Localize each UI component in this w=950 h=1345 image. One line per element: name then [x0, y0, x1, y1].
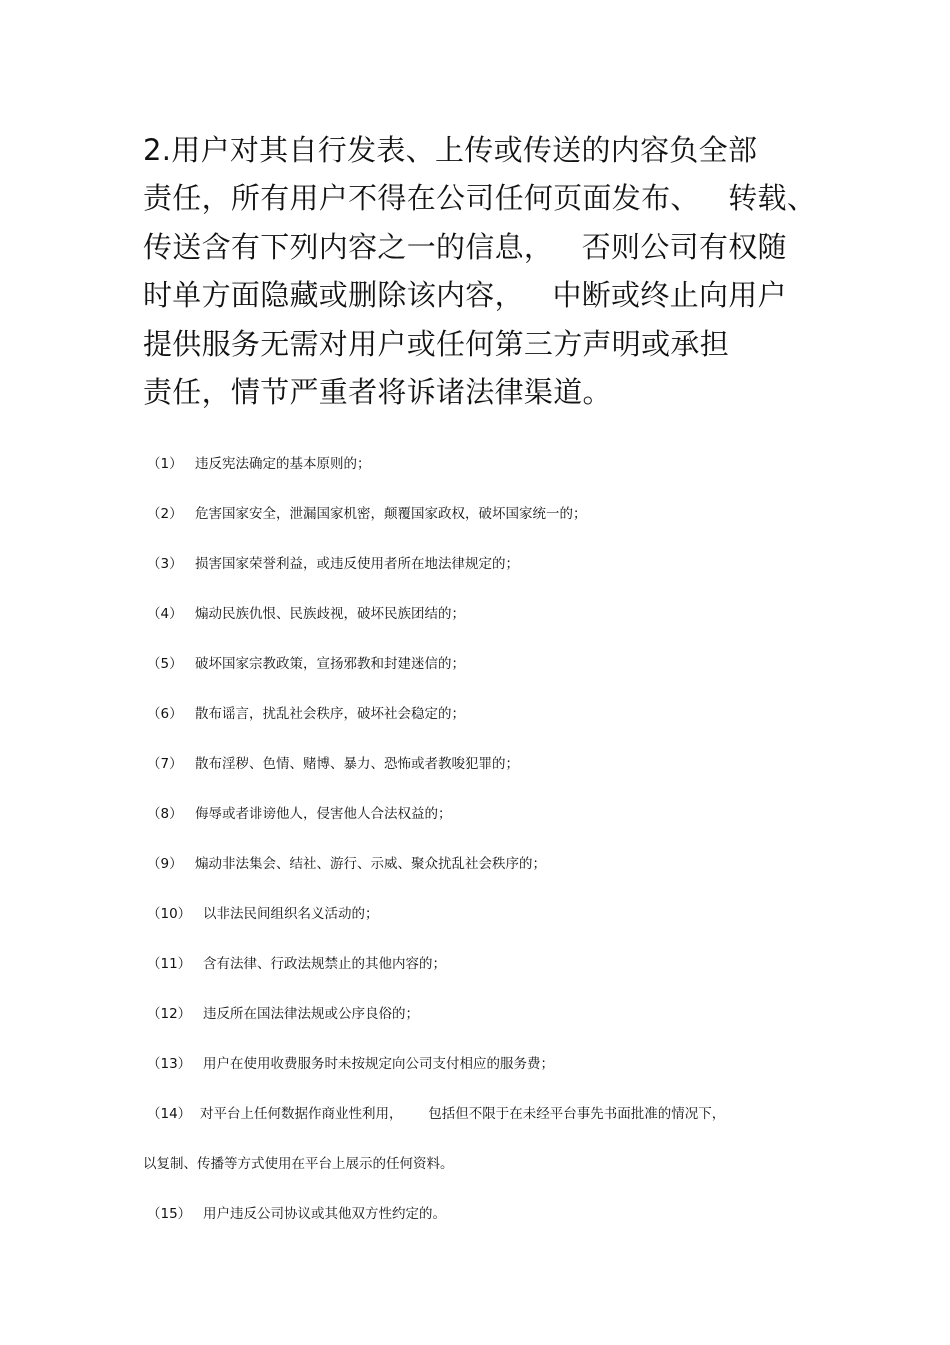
list-item: [147, 1002, 867, 1027]
item-number: （1）: [147, 456, 183, 472]
item-text: 用户违反公司协议或其他双方性约定的。: [203, 1206, 446, 1222]
item-text: 含有法律、行政法规禁止的其他内容的；: [203, 956, 446, 972]
item-text: 危害国家安全，泄漏国家机密，颠覆国家政权，破坏国家统一的；: [195, 506, 587, 522]
heading-line: 责任，所有用户不得在公司任何页面发布、 转载、: [143, 181, 817, 216]
item-text: 侮辱或者诽谤他人，侵害他人合法权益的；: [195, 806, 452, 822]
item-text: 违反宪法确定的基本原则的；: [195, 456, 371, 472]
heading-line: 时单方面隐藏或删除该内容， 中断或终止向用户: [143, 278, 787, 313]
heading-line: 提供服务无需对用户或任何第三方声明或承担: [143, 326, 730, 361]
item-number: （5）: [147, 656, 183, 672]
list-item: [147, 752, 867, 777]
item-text: 散布谣言，扰乱社会秩序，破坏社会稳定的；: [195, 706, 465, 722]
list-item: [147, 652, 867, 677]
list-item: [147, 1052, 867, 1077]
list-item: [147, 952, 867, 977]
item-text: 违反所在国法律法规或公序良俗的；: [203, 1006, 419, 1022]
item-text: 用户在使用收费服务时未按规定向公司支付相应的服务费；: [203, 1056, 554, 1072]
item-text: 以复制、传播等方式使用在平台上展示的任何资料。: [143, 1156, 454, 1172]
list-item: [147, 602, 867, 627]
list-item: [147, 852, 867, 877]
item-number: （15）: [147, 1206, 192, 1222]
heading-line: 2.用户对其自行发表、上传或传送的内容负全部: [143, 133, 758, 167]
item-text: 煽动民族仇恨、民族歧视，破坏民族团结的；: [195, 606, 465, 622]
list-item: [147, 702, 867, 727]
clause-heading: [143, 126, 843, 416]
list-item: [147, 1102, 867, 1127]
item-number: （6）: [147, 706, 183, 722]
item-number: （3）: [147, 556, 183, 572]
item-number: （4）: [147, 606, 183, 622]
item-number: （10）: [147, 906, 192, 922]
item-text: 以非法民间组织名义活动的；: [203, 906, 379, 922]
item-text: 破坏国家宗教政策，宣扬邪教和封建迷信的；: [195, 656, 465, 672]
list-item: [147, 1202, 867, 1227]
item-number: （8）: [147, 806, 183, 822]
item-number: （2）: [147, 506, 183, 522]
item-text: 对平台上任何数据作商业性利用， 包括但不限于在未经平台事先书面批准的情况下，: [200, 1106, 726, 1122]
list-item: [147, 552, 867, 577]
item-text: 散布淫秽、色情、赌博、暴力、恐怖或者教唆犯罪的；: [195, 756, 519, 772]
item-number: （13）: [147, 1056, 192, 1072]
item-number: （11）: [147, 956, 192, 972]
item-number: （7）: [147, 756, 183, 772]
list-item: [147, 902, 867, 927]
item-number: （9）: [147, 856, 183, 872]
item-number: （14）: [147, 1106, 192, 1122]
prohibited-content-list: [143, 452, 867, 1252]
heading-line: 责任，情节严重者将诉诸法律渠道。: [143, 374, 612, 409]
list-item: [147, 502, 867, 527]
list-item: [147, 452, 867, 477]
list-item: [147, 802, 867, 827]
item-number: （12）: [147, 1006, 192, 1022]
item-text: 损害国家荣誉利益，或违反使用者所在地法律规定的；: [195, 556, 519, 572]
list-item-continuation: [143, 1152, 867, 1177]
item-text: 煽动非法集会、结社、游行、示威、聚众扰乱社会秩序的；: [195, 856, 546, 872]
heading-line: 传送含有下列内容之一的信息， 否则公司有权随: [143, 229, 787, 264]
